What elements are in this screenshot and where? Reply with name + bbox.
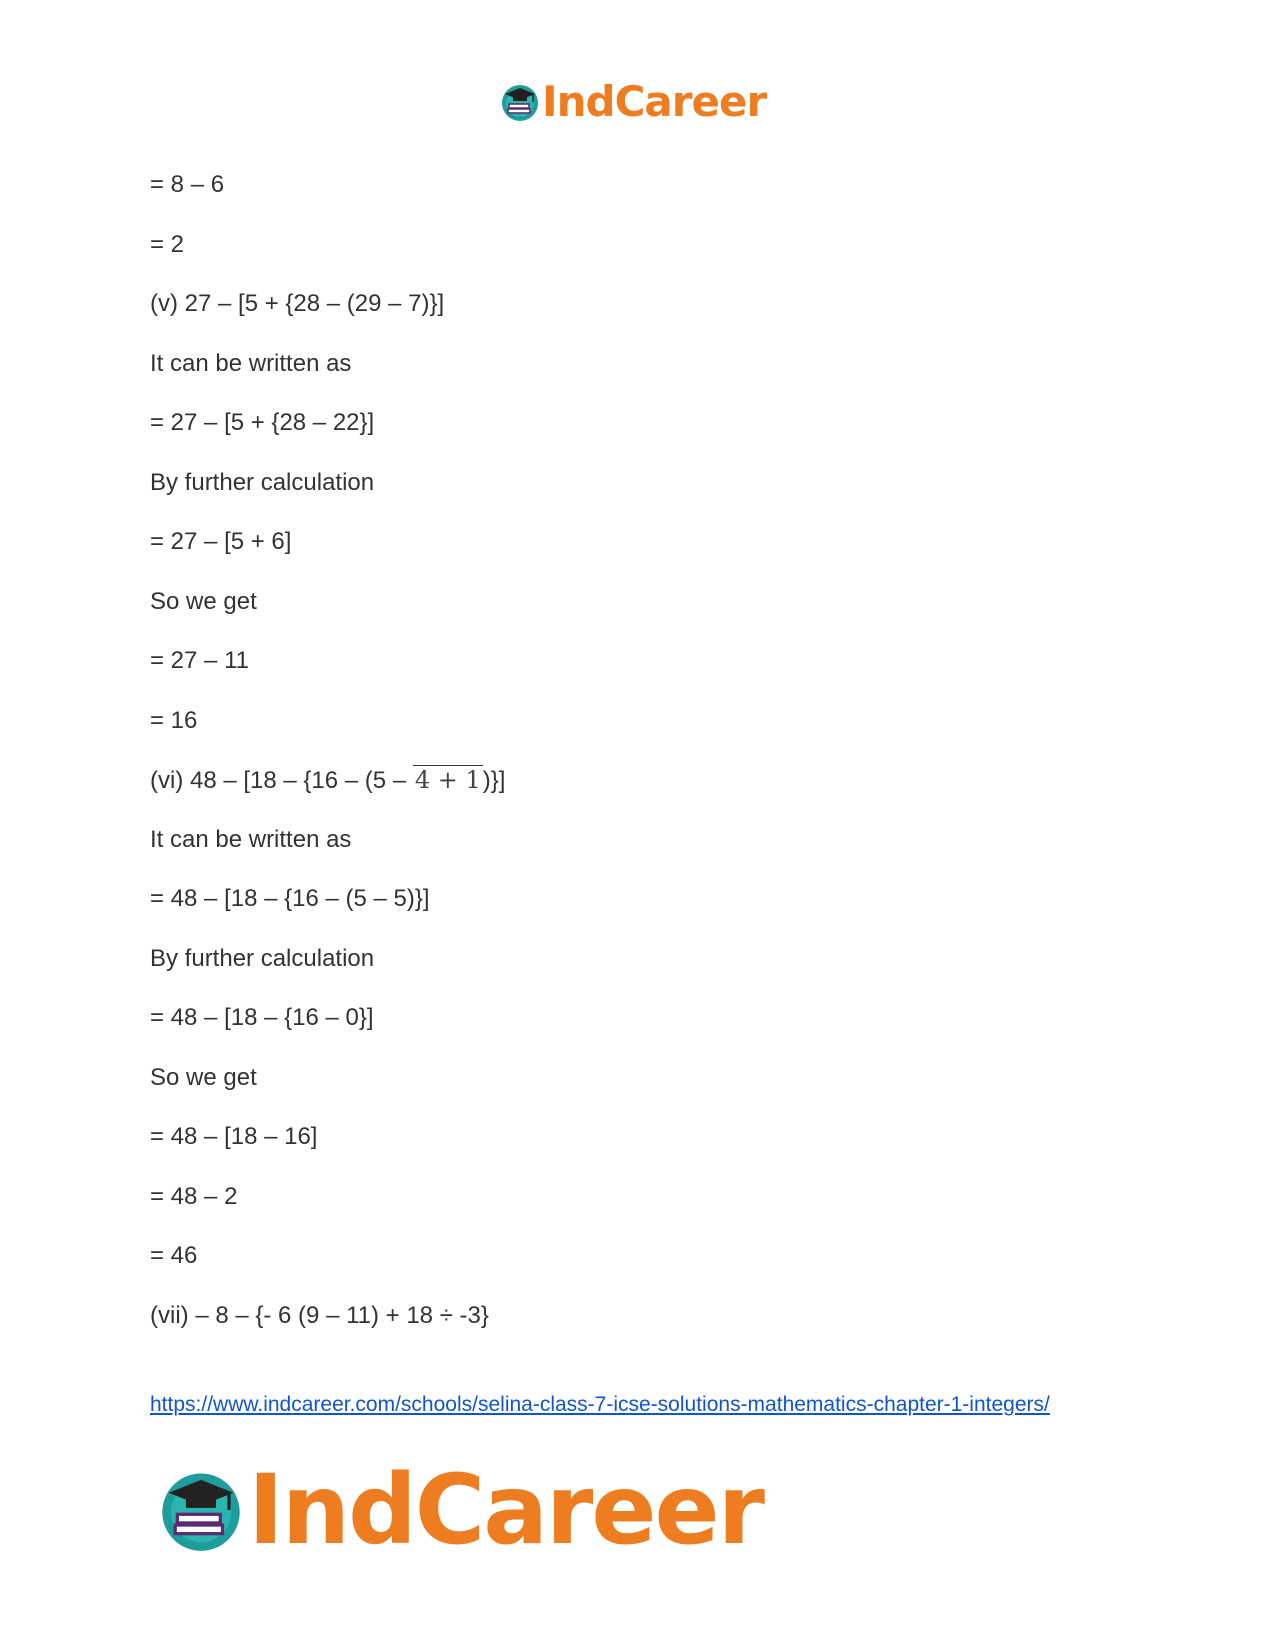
- text-line: = 48 – [18 – {16 – 0}]: [150, 1004, 374, 1031]
- graduation-cap-books-globe-icon: [500, 82, 540, 122]
- overline-expression: 4 + 1: [414, 766, 481, 794]
- text-line: So we get: [150, 1063, 257, 1091]
- footer-source-link[interactable]: https://www.indcareer.com/schools/selina-class-7-icse-solutions-mathematics-chapter-1-integers/: [150, 1393, 1050, 1416]
- text-line-with-radical: [150, 765, 1150, 795]
- footer-logo-text: IndCareer: [248, 1454, 763, 1566]
- text-line: = 27 – [5 + 6]: [150, 528, 292, 555]
- text-line: = 48 – [18 – 16]: [150, 1123, 318, 1150]
- text-line: By further calculation: [150, 468, 375, 496]
- footer-logo: [158, 1454, 763, 1566]
- text-line: (v) 27 – [5 + {28 – (29 – 7)}]: [150, 290, 445, 317]
- text-line: = 2: [150, 230, 185, 258]
- text-line: = 48 – [18 – {16 – (5 – 5)}]: [150, 885, 430, 912]
- header-logo: [500, 78, 766, 126]
- text-line: = 46: [150, 1242, 198, 1269]
- header-logo-text: IndCareer: [542, 77, 767, 126]
- text-line: = 27 – 11: [150, 647, 249, 674]
- expression-prefix: (vi) 48 – [18 – {16 – (5 –: [150, 767, 413, 794]
- text-line: (vii) – 8 – {- 6 (9 – 11) + 18 ÷ -3}: [150, 1301, 489, 1329]
- text-line: = 16: [150, 706, 198, 734]
- text-line: = 27 – [5 + {28 – 22}]: [150, 409, 375, 436]
- text-line: It can be written as: [150, 825, 352, 853]
- text-line: = 48 – 2: [150, 1182, 238, 1210]
- text-line: It can be written as: [150, 349, 352, 377]
- graduation-cap-books-globe-icon: [158, 1467, 244, 1553]
- document-body: [150, 170, 1150, 1360]
- expression-suffix: )}]: [482, 767, 506, 794]
- text-line: So we get: [150, 587, 257, 615]
- text-line: = 8 – 6: [150, 171, 225, 198]
- text-line: By further calculation: [150, 944, 375, 972]
